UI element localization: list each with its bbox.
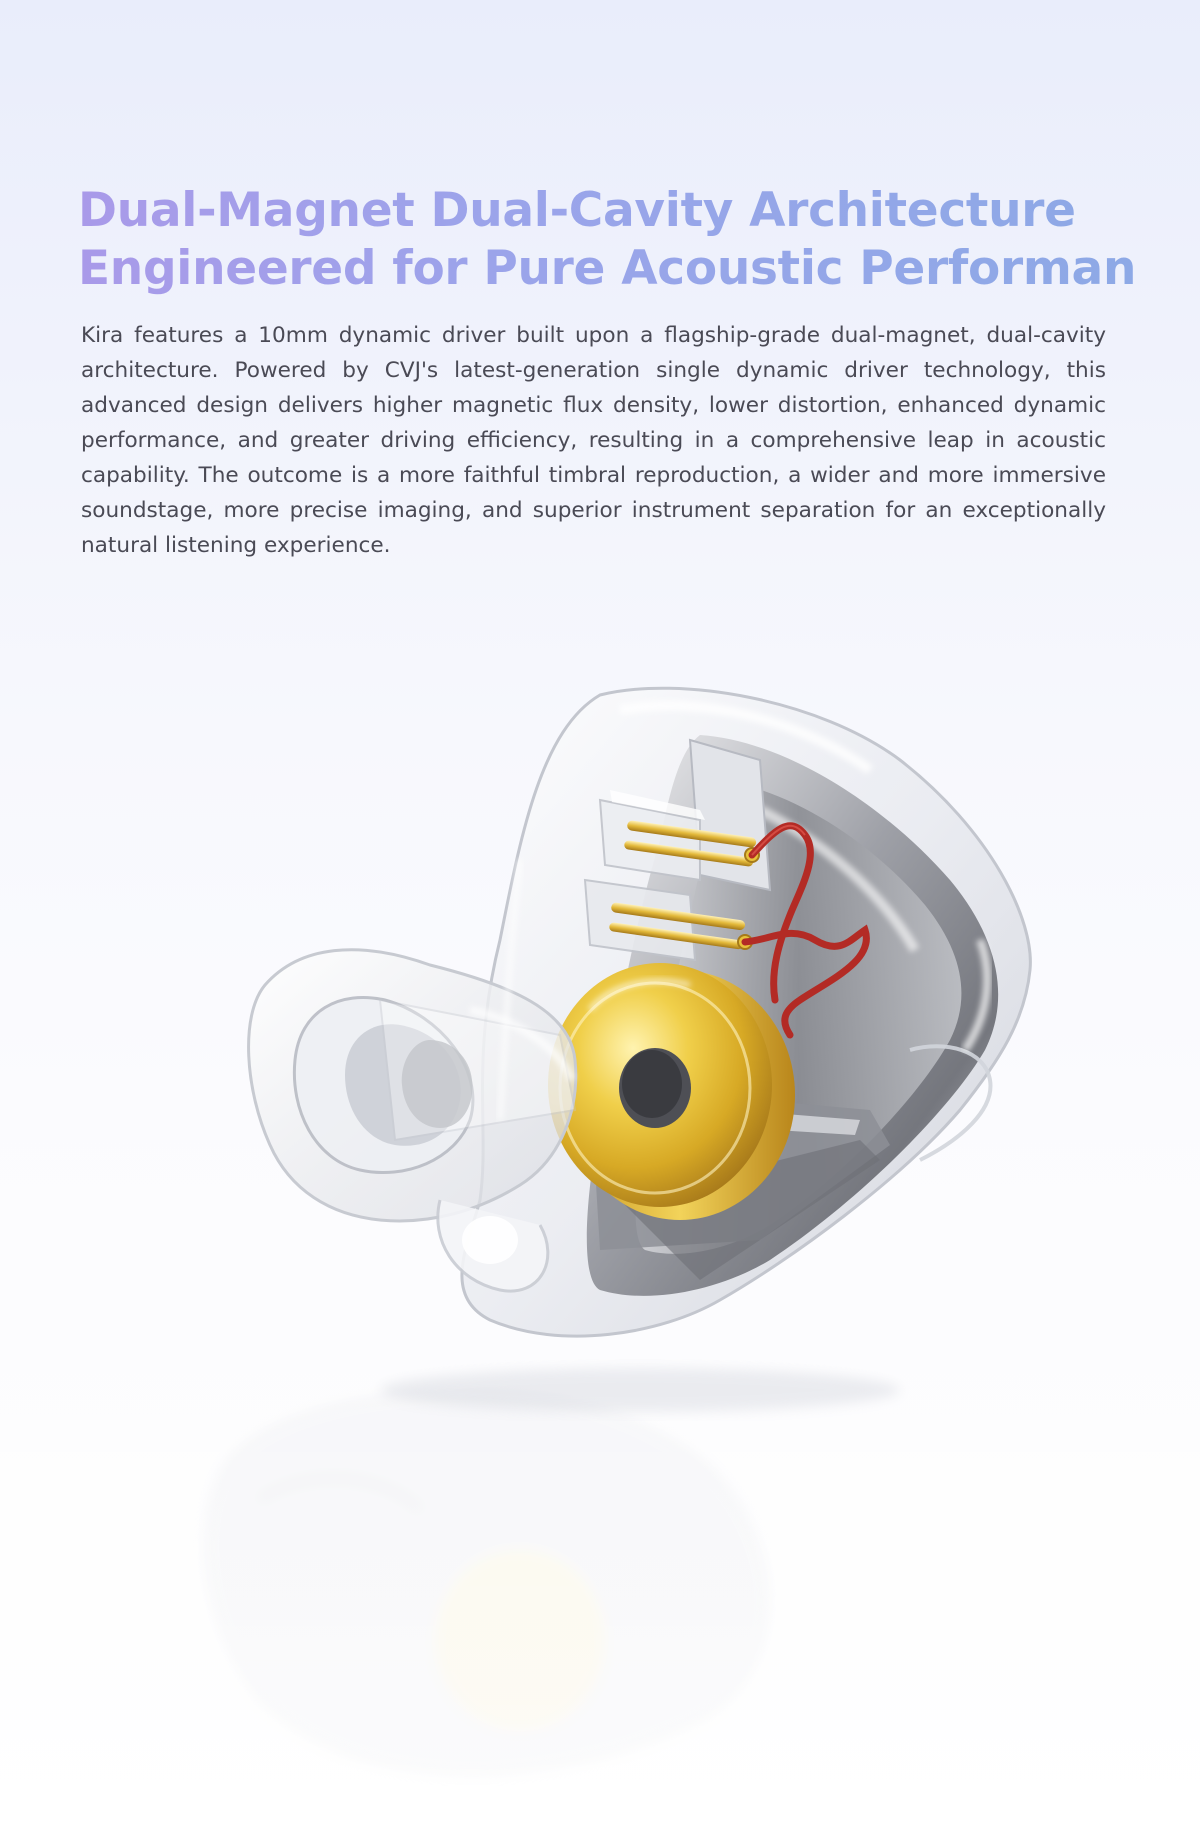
earphone-product-image (0, 640, 1200, 1827)
headline-line-2: Engineered for Pure Acoustic Performance (78, 241, 1196, 296)
page-headline (78, 182, 1196, 298)
headline-line-1: Dual-Magnet Dual-Cavity Architecture (78, 182, 1138, 240)
description-paragraph: Kira features a 10mm dynamic driver built upon a flagship-grade dual-magnet, dual-cavity architecture. Powered by CVJ's latest-generation single dynamic driver technology, this advanced design delivers higher magnetic flux density, lower distortion, enhanced dynamic performance, and greater driving efficiency, resulting in a comprehensive leap in acoustic capability. The outcome is a more faithful timbral reproduction, a wider and more immersive soundstage, more precise imaging, and superior instrument separation for an exceptionally natural listening experience. (81, 323, 1106, 558)
